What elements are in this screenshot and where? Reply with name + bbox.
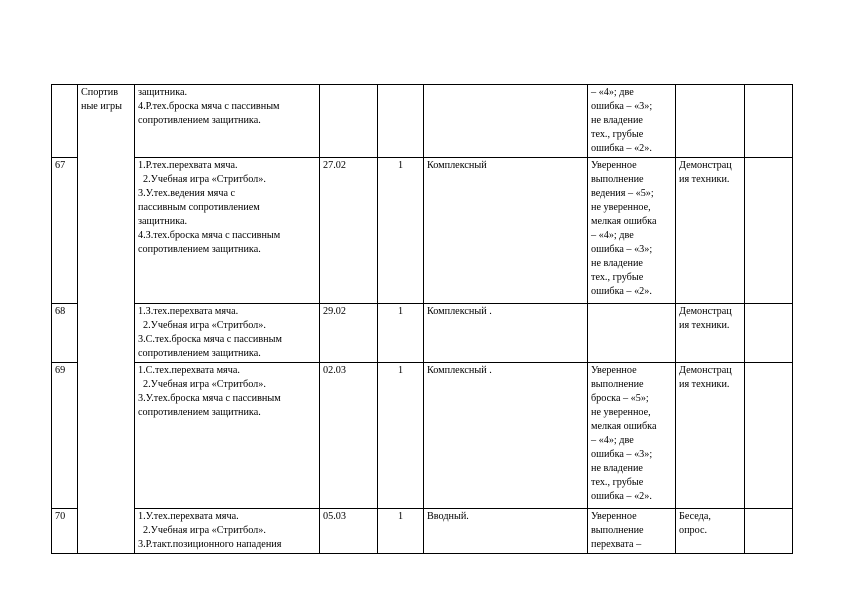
lesson-type-cell bbox=[424, 85, 588, 158]
criteria-line: ошибка – «3»; bbox=[591, 101, 653, 112]
hours-cell: 1 bbox=[378, 363, 424, 509]
control-form-cell bbox=[676, 304, 745, 363]
criteria-cell bbox=[588, 158, 676, 304]
lesson-number-cell: 68 bbox=[52, 304, 78, 363]
control-line: Демонстрац bbox=[679, 160, 732, 171]
content-line: пассивным сопротивлением bbox=[138, 202, 260, 213]
date-cell: 02.03 bbox=[320, 363, 378, 509]
lesson-type-cell: Комплексный . bbox=[424, 363, 588, 509]
content-line: защитника. bbox=[138, 87, 188, 98]
criteria-line: Уверенное bbox=[591, 160, 637, 171]
criteria-line: не владение bbox=[591, 115, 643, 126]
criteria-line: не владение bbox=[591, 463, 643, 474]
content-line: 1.З.тех.перехвата мяча. bbox=[138, 306, 239, 317]
control-line: ия техники. bbox=[679, 174, 730, 185]
content-line: 2.Учебная игра «Стритбол». bbox=[143, 320, 266, 331]
hours-cell: 1 bbox=[378, 509, 424, 554]
criteria-line: тех., грубые bbox=[591, 129, 644, 140]
table-row bbox=[52, 158, 793, 304]
control-line: Демонстрац bbox=[679, 306, 732, 317]
criteria-line: ошибка – «2». bbox=[591, 286, 652, 297]
criteria-cell bbox=[588, 85, 676, 158]
date-cell: 05.03 bbox=[320, 509, 378, 554]
section-cell bbox=[78, 85, 135, 554]
criteria-line: – «4»; две bbox=[591, 87, 634, 98]
lesson-content-cell bbox=[135, 85, 320, 158]
criteria-line: Уверенное bbox=[591, 511, 637, 522]
content-line: 3.У.тех.броска мяча с пассивным bbox=[138, 393, 281, 404]
lesson-content-cell bbox=[135, 158, 320, 304]
criteria-line: ведения – «5»; bbox=[591, 188, 654, 199]
control-line: ия техники. bbox=[679, 320, 730, 331]
criteria-line: не уверенное, bbox=[591, 202, 651, 213]
control-line: опрос. bbox=[679, 525, 708, 536]
table-row bbox=[52, 509, 793, 554]
lesson-plan-table bbox=[51, 84, 793, 554]
control-line: Демонстрац bbox=[679, 365, 732, 376]
criteria-line: броска – «5»; bbox=[591, 393, 649, 404]
content-line: 3.Р.такт.позиционного нападения bbox=[138, 539, 282, 550]
criteria-line: ошибка – «3»; bbox=[591, 449, 653, 460]
lesson-number-cell: 67 bbox=[52, 158, 78, 304]
control-form-cell bbox=[676, 363, 745, 509]
empty-cell bbox=[745, 509, 793, 554]
criteria-line: мелкая ошибка bbox=[591, 216, 657, 227]
lesson-content-cell bbox=[135, 304, 320, 363]
section-title: Спортив bbox=[81, 87, 119, 98]
content-line: 2.Учебная игра «Стритбол». bbox=[143, 379, 266, 390]
lesson-type-cell: Вводный. bbox=[424, 509, 588, 554]
content-line: защитника. bbox=[138, 216, 188, 227]
empty-cell bbox=[745, 363, 793, 509]
content-line: сопротивлением защитника. bbox=[138, 115, 261, 126]
lesson-number-cell: 70 bbox=[52, 509, 78, 554]
hours-cell: 1 bbox=[378, 158, 424, 304]
criteria-line: тех., грубые bbox=[591, 477, 644, 488]
section-title: ные игры bbox=[81, 101, 122, 112]
date-cell: 27.02 bbox=[320, 158, 378, 304]
criteria-line: не уверенное, bbox=[591, 407, 651, 418]
criteria-line: ошибка – «3»; bbox=[591, 244, 653, 255]
content-line: 2.Учебная игра «Стритбол». bbox=[143, 174, 266, 185]
empty-cell bbox=[745, 304, 793, 363]
table-row bbox=[52, 304, 793, 363]
content-line: 4.Р.тех.броска мяча с пассивным bbox=[138, 101, 280, 112]
criteria-line: выполнение bbox=[591, 174, 644, 185]
criteria-line: – «4»; две bbox=[591, 435, 634, 446]
criteria-line: выполнение bbox=[591, 379, 644, 390]
empty-cell bbox=[745, 158, 793, 304]
criteria-cell bbox=[588, 304, 676, 363]
content-line: 4.З.тех.броска мяча с пассивным bbox=[138, 230, 281, 241]
lesson-number-cell bbox=[52, 85, 78, 158]
date-cell bbox=[320, 85, 378, 158]
criteria-line: не владение bbox=[591, 258, 643, 269]
content-line: сопротивлением защитника. bbox=[138, 348, 261, 359]
content-line: 2.Учебная игра «Стритбол». bbox=[143, 525, 266, 536]
criteria-cell bbox=[588, 363, 676, 509]
table-row bbox=[52, 85, 793, 158]
criteria-cell bbox=[588, 509, 676, 554]
lesson-content-cell bbox=[135, 509, 320, 554]
content-line: 1.У.тех.перехвата мяча. bbox=[138, 511, 239, 522]
criteria-line: – «4»; две bbox=[591, 230, 634, 241]
control-form-cell bbox=[676, 509, 745, 554]
empty-cell bbox=[745, 85, 793, 158]
control-line: Беседа, bbox=[679, 511, 711, 522]
criteria-line: ошибка – «2». bbox=[591, 143, 652, 154]
criteria-line: тех., грубые bbox=[591, 272, 644, 283]
criteria-line: выполнение bbox=[591, 525, 644, 536]
content-line: 3.У.тех.ведения мяча с bbox=[138, 188, 236, 199]
hours-cell: 1 bbox=[378, 304, 424, 363]
lesson-content-cell bbox=[135, 363, 320, 509]
content-line: 1.Р.тех.перехвата мяча. bbox=[138, 160, 238, 171]
criteria-line: перехвата – bbox=[591, 539, 642, 550]
control-form-cell bbox=[676, 158, 745, 304]
content-line: 3.С.тех.броска мяча с пассивным bbox=[138, 334, 282, 345]
lesson-type-cell: Комплексный bbox=[424, 158, 588, 304]
criteria-line: Уверенное bbox=[591, 365, 637, 376]
date-cell: 29.02 bbox=[320, 304, 378, 363]
lesson-number-cell: 69 bbox=[52, 363, 78, 509]
control-form-cell bbox=[676, 85, 745, 158]
hours-cell bbox=[378, 85, 424, 158]
content-line: сопротивлением защитника. bbox=[138, 407, 261, 418]
criteria-line: ошибка – «2». bbox=[591, 491, 652, 502]
content-line: сопротивлением защитника. bbox=[138, 244, 261, 255]
content-line: 1.С.тех.перехвата мяча. bbox=[138, 365, 240, 376]
lesson-type-cell: Комплексный . bbox=[424, 304, 588, 363]
criteria-line: мелкая ошибка bbox=[591, 421, 657, 432]
table-row bbox=[52, 363, 793, 509]
control-line: ия техники. bbox=[679, 379, 730, 390]
